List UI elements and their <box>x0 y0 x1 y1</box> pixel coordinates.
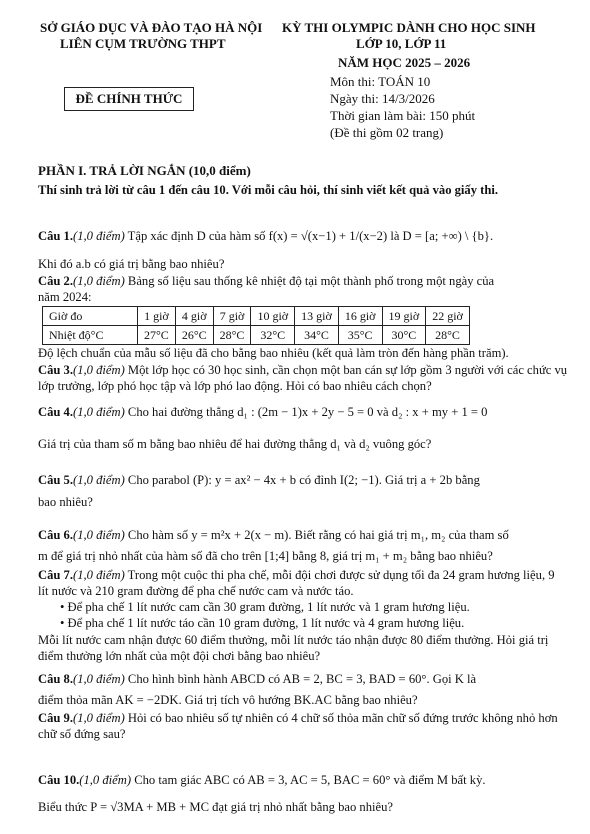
question-label: Câu 6. <box>38 528 73 542</box>
question-text: Trong một cuộc thi pha chế, mỗi đội chơi được sử dụng tối đa 24 gram hương liệu, 9 lít nước và 210 gram đường để pha chế nước cam và nước táo. <box>38 568 555 598</box>
part-title: PHẦN I. TRẢ LỜI NGẮN (10,0 điểm) <box>38 163 251 178</box>
question-2-continued: năm 2024: <box>38 290 92 304</box>
question-4 <box>38 404 568 420</box>
question-10-continued: Biểu thức P = √3MA + MB + MC đạt giá trị nhỏ nhất bằng bao nhiêu? <box>38 800 393 814</box>
table-cell: 27°C <box>138 326 176 345</box>
table-cell: 35°C <box>338 326 382 345</box>
table-cell: 1 giờ <box>138 307 176 326</box>
question-8 <box>38 671 568 687</box>
table-cell: 4 giờ <box>175 307 213 326</box>
question-5-continued: bao nhiêu? <box>38 495 93 509</box>
question-3 <box>38 362 568 394</box>
question-6 <box>38 527 568 543</box>
table-row <box>43 307 470 326</box>
question-7 <box>38 567 568 599</box>
question-points: (1,0 điểm) <box>73 473 125 487</box>
question-points: (1,0 điểm) <box>73 229 125 243</box>
question-text: Cho hình bình hành ABCD có AB = 2, BC = 3, BAD = 60°. Gọi K là <box>124 672 477 686</box>
question-label: Câu 7. <box>38 568 73 582</box>
table-cell: 22 giờ <box>426 307 470 326</box>
grade-line: LỚP 10, LỚP 11 <box>356 36 447 51</box>
table-cell: Giờ đo <box>43 307 138 326</box>
question-label: Câu 4. <box>38 405 73 419</box>
table-cell: Nhiệt độ°C <box>43 326 138 345</box>
question-points: (1,0 điểm) <box>73 274 125 288</box>
page-count: (Đề thi gồm 02 trang) <box>330 125 444 140</box>
department-name: SỞ GIÁO DỤC VÀ ĐÀO TẠO HÀ NỘI <box>40 20 263 35</box>
question-points: (1,0 điểm) <box>73 405 125 419</box>
question-label: Câu 3. <box>38 363 73 377</box>
question-text: Cho tam giác ABC có AB = 3, AC = 5, BAC = 60° và điểm M bất kỳ. <box>131 773 486 787</box>
table-cell: 26°C <box>175 326 213 345</box>
question-7-continued: Mỗi lít nước cam nhận được 60 điểm thưởng, mỗi lít nước táo nhận được 80 điểm thưởng. Hỏi giá trị điểm thưởng lớn nhất của một đội chơi bằng bao nhiêu? <box>38 633 549 663</box>
question-text: Hỏi có bao nhiêu số tự nhiên có 4 chữ số thỏa mãn chữ số đứng trước không nhỏ hơn chữ số đứng sau? <box>38 711 558 741</box>
table-cell: 34°C <box>295 326 339 345</box>
question-points: (1,0 điểm) <box>73 363 125 377</box>
question-points: (1,0 điểm) <box>73 672 125 686</box>
table-cell: 32°C <box>251 326 295 345</box>
table-cell: 10 giờ <box>251 307 295 326</box>
table-cell: 13 giờ <box>295 307 339 326</box>
table-cell: 16 giờ <box>338 307 382 326</box>
table-cell: 19 giờ <box>382 307 426 326</box>
question-points: (1,0 điểm) <box>73 711 125 725</box>
school-year: NĂM HỌC 2025 – 2026 <box>338 55 471 70</box>
question-4-continued: Giá trị của tham số m bằng bao nhiêu để hai đường thẳng d₁ và d₂ vuông góc? <box>38 437 432 451</box>
table-cell: 28°C <box>426 326 470 345</box>
question-8-continued: điểm thỏa mãn AK = −2DK. Giá trị tích vô hướng BK.AC bằng bao nhiêu? <box>38 693 418 707</box>
subject-line: Môn thi: TOÁN 10 <box>330 74 431 89</box>
contest-title: KỲ THI OLYMPIC DÀNH CHO HỌC SINH <box>282 20 536 35</box>
question-2-after: Độ lệch chuẩn của mẫu số liệu đã cho bằng bao nhiêu (kết quả làm tròn đến hàng phần trăm). <box>38 346 509 360</box>
temperature-table <box>42 306 470 345</box>
question-1-continued: Khi đó a.b có giá trị bằng bao nhiêu? <box>38 257 225 271</box>
question-label: Câu 2. <box>38 274 73 288</box>
question-label: Câu 5. <box>38 473 73 487</box>
part-instruction: Thí sinh trả lời từ câu 1 đến câu 10. Với mỗi câu hỏi, thí sinh viết kết quả vào giấy thi. <box>38 183 499 197</box>
exam-duration: Thời gian làm bài: 150 phút <box>330 108 476 123</box>
question-10 <box>38 772 568 788</box>
question-1 <box>38 228 568 244</box>
table-cell: 7 giờ <box>213 307 251 326</box>
table-cell: 28°C <box>213 326 251 345</box>
table-row <box>43 326 470 345</box>
question-label: Câu 1. <box>38 229 73 243</box>
official-exam-badge: ĐỀ CHÍNH THỨC <box>64 87 194 111</box>
question-text: Cho hai đường thẳng d₁ : (2m − 1)x + 2y − 5 = 0 và d₂ : x + my + 1 = 0 <box>124 405 488 419</box>
question-label: Câu 10. <box>38 773 80 787</box>
question-points: (1,0 điểm) <box>73 568 125 582</box>
question-label: Câu 9. <box>38 711 73 725</box>
question-5 <box>38 472 568 488</box>
question-2 <box>38 273 568 289</box>
question-label: Câu 8. <box>38 672 73 686</box>
question-9 <box>38 710 568 742</box>
question-7-bullet-apple: • Để pha chế 1 lít nước táo cần 10 gram đường, 1 lít nước và 4 gram hương liệu. <box>60 616 465 630</box>
table-cell: 30°C <box>382 326 426 345</box>
cluster-name: LIÊN CỤM TRƯỜNG THPT <box>60 36 226 51</box>
question-points: (1,0 điểm) <box>79 773 132 787</box>
question-text: Tập xác định D của hàm số f(x) = √(x−1) + 1/(x−2) là D = [a; +∞) \ {b}. <box>124 229 494 243</box>
question-text: Cho parabol (P): y = ax² − 4x + b có đỉnh I(2; −1). Giá trị a + 2b bằng <box>124 473 480 487</box>
question-7-bullet-orange: • Để pha chế 1 lít nước cam cần 30 gram đường, 1 lít nước và 1 gram hương liệu. <box>60 600 470 614</box>
question-6-continued: m để giá trị nhỏ nhất của hàm số đã cho trên [1;4] bằng 8, giá trị m₁ + m₂ bằng bao nhiêu? <box>38 549 493 563</box>
question-text: Bảng số liệu sau thống kê nhiệt độ tại một thành phố trong một ngày của <box>124 274 495 288</box>
exam-date: Ngày thi: 14/3/2026 <box>330 91 435 106</box>
question-points: (1,0 điểm) <box>73 528 125 542</box>
question-text: Cho hàm số y = m²x + 2(x − m). Biết rằng có hai giá trị m₁, m₂ của tham số <box>124 528 509 542</box>
question-text: Một lớp học có 30 học sinh, cần chọn một ban cán sự lớp gồm 3 người với các chức vụ lớp trưởng, lớp phó học tập và lớp phó lao động. Hỏi có bao nhiêu cách chọn? <box>38 363 568 393</box>
